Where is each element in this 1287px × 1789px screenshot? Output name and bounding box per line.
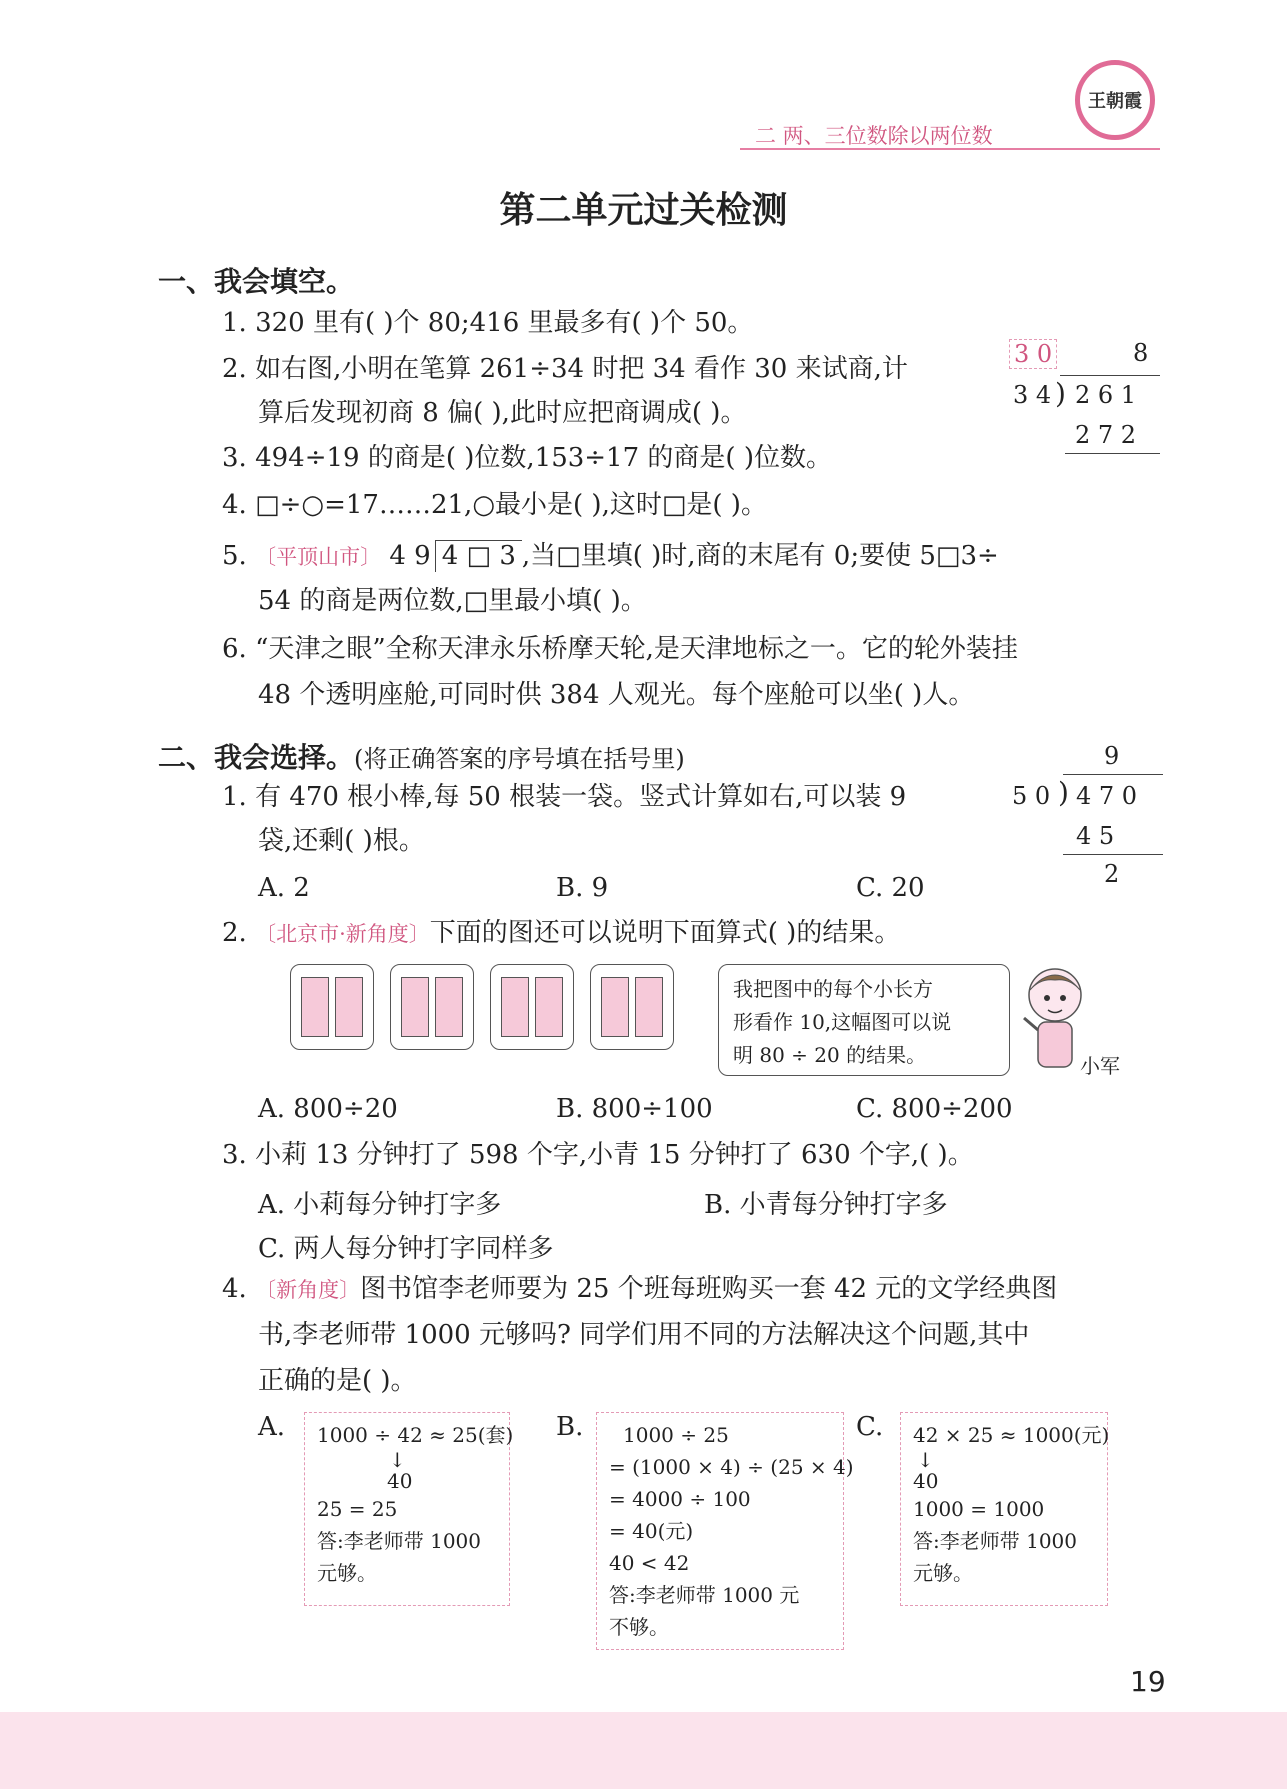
small-rect bbox=[401, 977, 429, 1037]
s1-question-2-line2: 算后发现初商 8 偏( ),此时应把商调成( )。 bbox=[258, 398, 747, 428]
s2-question-1-line2: 袋,还剩( )根。 bbox=[258, 826, 425, 856]
small-rect bbox=[335, 977, 363, 1037]
s2-q4-box-c bbox=[900, 1412, 1108, 1606]
s2-q2-option-b[interactable]: B. 800÷100 bbox=[556, 1094, 713, 1124]
small-rect bbox=[601, 977, 629, 1037]
down-arrow-icon: ↓ bbox=[917, 1448, 934, 1472]
s1-q2-division-figure bbox=[1005, 335, 1165, 455]
s2-q3-option-b[interactable]: B. 小青每分钟打字多 bbox=[704, 1190, 948, 1220]
subtract-line bbox=[1063, 854, 1163, 855]
s1-question-2-line1: 2. 如右图,小明在笔算 261÷34 时把 34 看作 30 来试商,计 bbox=[222, 354, 908, 384]
box-c-line: 42 × 25 ≈ 1000(元) bbox=[913, 1423, 1110, 1447]
box-a-line: 25 = 25 bbox=[317, 1497, 398, 1521]
small-rect bbox=[535, 977, 563, 1037]
divisor: 5 0 bbox=[1012, 782, 1051, 810]
s2-q4-label-b[interactable]: B. bbox=[556, 1412, 584, 1442]
box-b-line: 40 < 42 bbox=[609, 1551, 690, 1575]
down-arrow-icon: ↓ bbox=[389, 1448, 406, 1472]
q5-divisor: 4 9 bbox=[389, 541, 431, 571]
box-c-line: 40 bbox=[913, 1469, 939, 1493]
q4-source-tag: 〔新角度〕 bbox=[255, 1278, 361, 1302]
s2-question-4-line3: 正确的是( )。 bbox=[258, 1366, 417, 1396]
division-bar bbox=[1060, 375, 1160, 376]
q5-bracket bbox=[435, 540, 522, 572]
trial-divisor: 3 0 bbox=[1009, 339, 1057, 369]
box-b-line: = 4000 ÷ 100 bbox=[609, 1487, 751, 1511]
s2-q4-box-b bbox=[596, 1412, 854, 1650]
q2-source-tag: 〔北京市·新角度〕 bbox=[255, 922, 430, 946]
s2-q3-option-c[interactable]: C. 两人每分钟打字同样多 bbox=[258, 1234, 554, 1264]
box-c-line: 1000 = 1000 bbox=[913, 1497, 1045, 1521]
s1-question-5-line2: 54 的商是两位数,□里最小填( )。 bbox=[258, 586, 647, 616]
s2-q4-box-a bbox=[304, 1412, 514, 1606]
logo bbox=[1075, 60, 1155, 140]
character-name: 小军 bbox=[1080, 1054, 1120, 1078]
rect-group-2 bbox=[390, 964, 474, 1050]
dividend: 2 6 1 bbox=[1075, 381, 1137, 409]
box-c-line: 答:李老师带 1000 bbox=[913, 1529, 1077, 1553]
remainder: 2 bbox=[1104, 860, 1120, 888]
s2-q1-option-c[interactable]: C. 20 bbox=[856, 873, 925, 903]
section1-heading: 一、我会填空。 bbox=[158, 265, 355, 298]
s2-q2-option-c[interactable]: C. 800÷200 bbox=[856, 1094, 1013, 1124]
q5-source-tag: 〔平顶山市〕 bbox=[255, 545, 382, 569]
s1-question-4: 4. □÷○=17……21,○最小是( ),这时□是( )。 bbox=[222, 490, 767, 520]
s2-q4-label-c[interactable]: C. bbox=[856, 1412, 884, 1442]
page-title: 第二单元过关检测 bbox=[499, 190, 788, 231]
small-rect bbox=[635, 977, 663, 1037]
section2-title: 二、我会选择。 bbox=[158, 741, 355, 774]
s2-q1-division-figure bbox=[1008, 740, 1158, 890]
footer-band bbox=[0, 1712, 1287, 1789]
small-rect bbox=[301, 977, 329, 1037]
quotient: 8 bbox=[1133, 339, 1149, 367]
s2-question-3: 3. 小莉 13 分钟打了 598 个字,小青 15 分钟打了 630 个字,( )。 bbox=[222, 1140, 974, 1170]
dividend: 4 7 0 bbox=[1076, 782, 1138, 810]
small-rect bbox=[501, 977, 529, 1037]
box-b-line: 答:李老师带 1000 元 bbox=[609, 1583, 800, 1607]
rect-group-1 bbox=[290, 964, 374, 1050]
q5-text: ,当□里填( )时,商的末尾有 0;要使 5□3÷ bbox=[521, 541, 999, 571]
speech-line-1: 我把图中的每个小长方 bbox=[733, 977, 933, 1001]
box-a-line: 答:李老师带 1000 bbox=[317, 1529, 481, 1553]
q4-number: 4. bbox=[222, 1274, 247, 1304]
speech-line-2: 形看作 10,这幅图可以说 bbox=[733, 1010, 952, 1034]
s1-question-6-line1: 6. “天津之眼”全称天津永乐桥摩天轮,是天津地标之一。它的轮外装挂 bbox=[222, 634, 1018, 664]
box-a-line: 元够。 bbox=[317, 1561, 377, 1585]
s2-q1-option-a[interactable]: A. 2 bbox=[258, 873, 310, 903]
box-c-line: 元够。 bbox=[913, 1561, 973, 1585]
box-a-line: 40 bbox=[387, 1469, 413, 1493]
chapter-title: 二 两、三位数除以两位数 bbox=[755, 124, 993, 148]
speech-bubble bbox=[718, 964, 1010, 1076]
q2-text: 下面的图还可以说明下面算式( )的结果。 bbox=[429, 918, 901, 948]
s2-question-2 bbox=[222, 918, 900, 949]
s1-question-1: 1. 320 里有( )个 80;416 里最多有( )个 50。 bbox=[222, 308, 754, 338]
s2-question-4-line1 bbox=[222, 1274, 1057, 1305]
page-number: 19 bbox=[1130, 1665, 1166, 1698]
s2-question-1-line1: 1. 有 470 根小棒,每 50 根装一袋。竖式计算如右,可以装 9 bbox=[222, 782, 907, 812]
rect-group-3 bbox=[490, 964, 574, 1050]
division-bar bbox=[1063, 774, 1163, 775]
section2-note: (将正确答案的序号填在括号里) bbox=[354, 745, 685, 773]
s2-q3-option-a[interactable]: A. 小莉每分钟打字多 bbox=[258, 1190, 502, 1220]
q5-dividend: 4 □ 3 bbox=[441, 541, 516, 571]
s1-question-6-line2: 48 个透明座舱,可同时供 384 人观光。每个座舱可以坐( )人。 bbox=[258, 680, 975, 710]
small-rect bbox=[435, 977, 463, 1037]
division-bracket: ) bbox=[1055, 377, 1066, 410]
s2-question-4-line2: 书,李老师带 1000 元够吗? 同学们用不同的方法解决这个问题,其中 bbox=[258, 1320, 1030, 1350]
q4-text: 图书馆李老师要为 25 个班每班购买一套 42 元的文学经典图 bbox=[360, 1274, 1058, 1304]
speech-line-3: 明 80 ÷ 20 的结果。 bbox=[733, 1043, 927, 1067]
rect-group-4 bbox=[590, 964, 674, 1050]
subtract-line bbox=[1065, 453, 1160, 454]
section2-heading bbox=[158, 736, 685, 776]
q5-number: 5. bbox=[222, 541, 247, 571]
box-a-line: 1000 ÷ 42 ≈ 25(套) bbox=[317, 1423, 514, 1447]
s1-question-3: 3. 494÷19 的商是( )位数,153÷17 的商是( )位数。 bbox=[222, 443, 832, 473]
box-b-line: = (1000 × 4) ÷ (25 × 4) bbox=[609, 1455, 854, 1479]
quotient: 9 bbox=[1104, 742, 1120, 770]
s2-q2-option-a[interactable]: A. 800÷20 bbox=[258, 1094, 398, 1124]
division-bracket: ) bbox=[1058, 776, 1069, 809]
box-b-line: 1000 ÷ 25 bbox=[623, 1423, 729, 1447]
q2-number: 2. bbox=[222, 918, 247, 948]
product: 2 7 2 bbox=[1075, 421, 1137, 449]
s2-q4-label-a[interactable]: A. bbox=[258, 1412, 286, 1442]
logo-text: 王朝霞 bbox=[1088, 91, 1142, 112]
box-b-line: = 40(元) bbox=[609, 1519, 694, 1543]
product: 4 5 bbox=[1076, 822, 1115, 850]
box-b-line: 不够。 bbox=[609, 1615, 669, 1639]
divisor: 3 4 bbox=[1013, 381, 1052, 409]
s2-q1-option-b[interactable]: B. 9 bbox=[556, 873, 609, 903]
s1-question-5-line1 bbox=[222, 540, 999, 572]
